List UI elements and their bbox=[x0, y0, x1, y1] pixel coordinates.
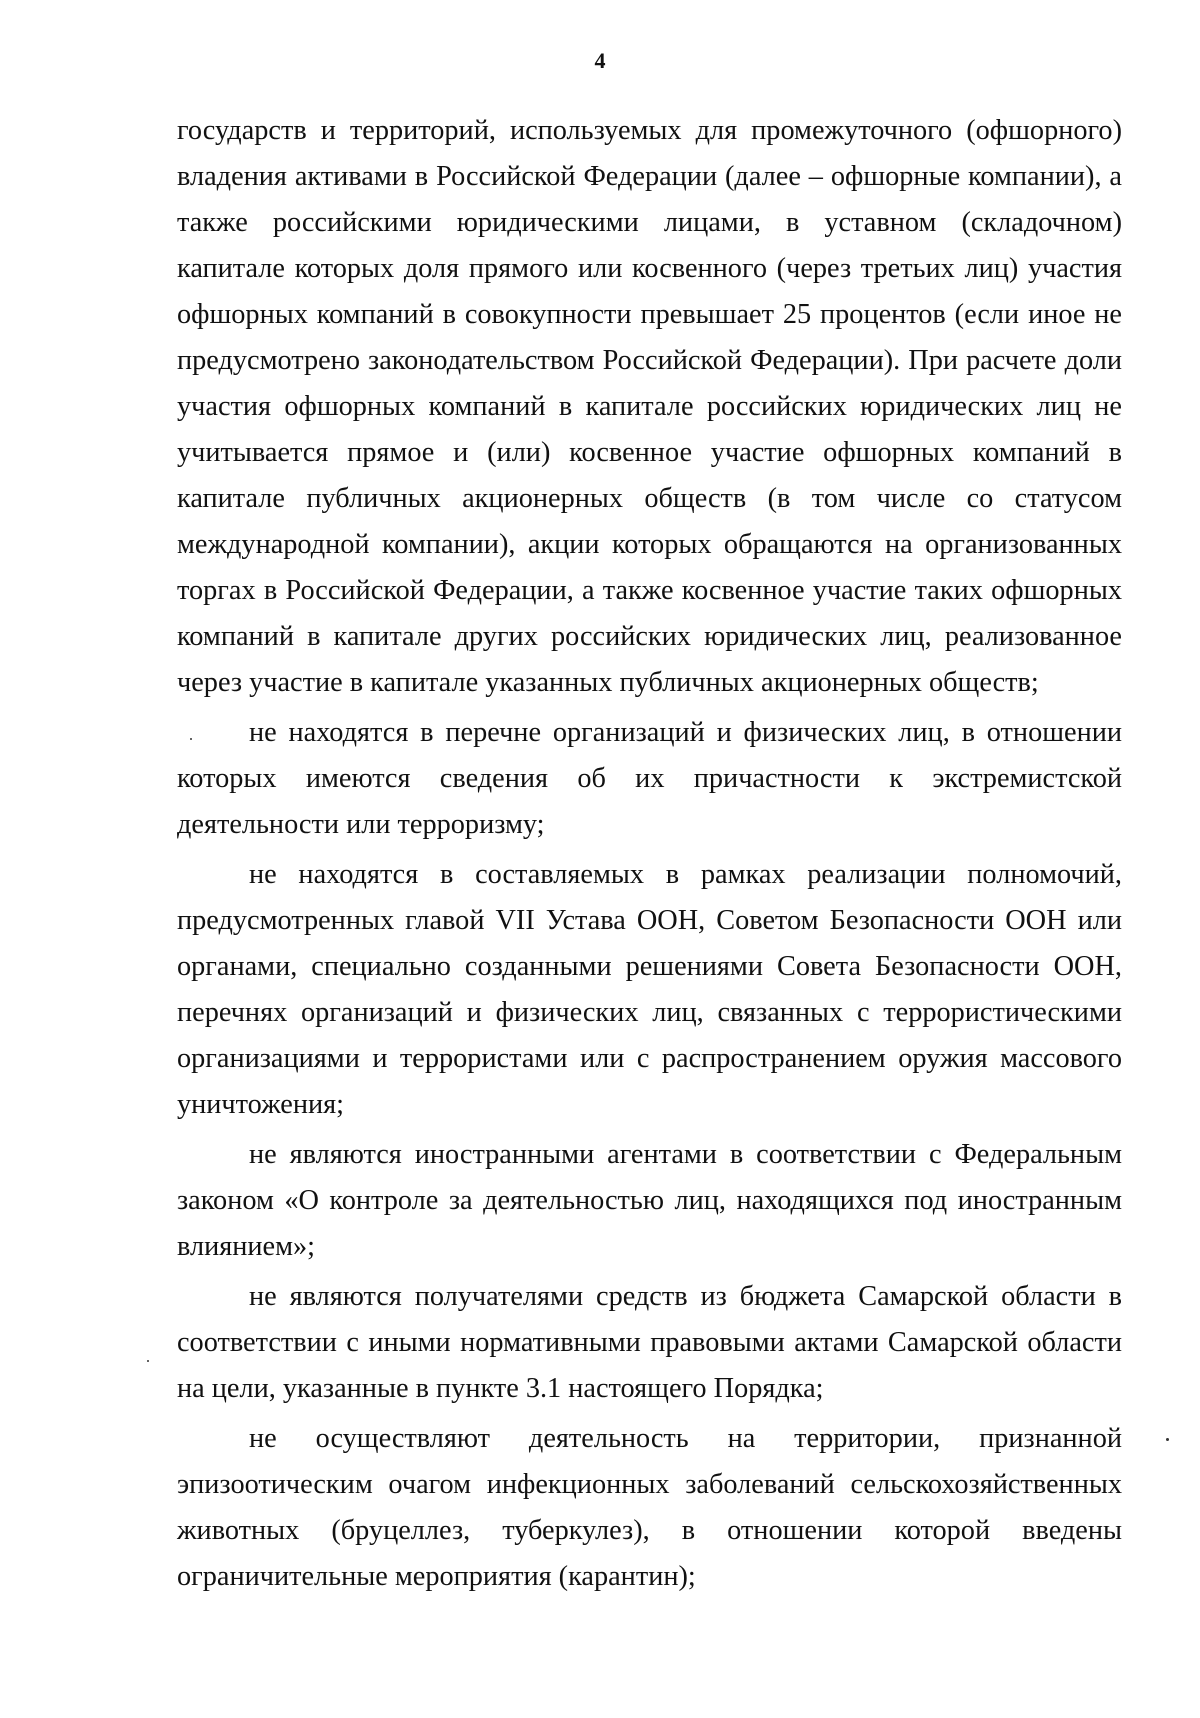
scan-speck bbox=[1166, 1438, 1169, 1441]
paragraph-un-sanctions-list: не находятся в составляемых в рамках реализации полномочий, предусмотренных главой VII Устава ООН, Советом Безопасности ООН или органами, специально созданными решениями Совета Безопасности ООН, перечнях организаций и физических лиц, связанных с террористическими организациями и террористами или с распространением оружия массового уничтожения; bbox=[177, 859, 1122, 1120]
paragraph-offshore-continuation: государств и территорий, используемых для промежуточного (офшорного) владения активами в Российской Федерации (далее – офшорные компании), а также российскими юридическими лицами, в уставном (складочном) капитале которых доля прямого или косвенного (через третьих лиц) участия офшорных компаний в совокупности превышает 25 процентов (если иное не предусмотрено законодательством Российской Федерации). При расчете доли участия офшорных компаний в капитале российских юридических лиц не учитывается прямое и (или) косвенное участие офшорных компаний в капитале публичных акционерных обществ (в том числе со статусом международной компании), акции которых обращаются на организованных торгах в Российской Федерации, а также косвенное участие таких офшорных компаний в капитале других российских юридических лиц, реализованное через участие в капитале указанных публичных акционерных обществ; bbox=[177, 115, 1122, 698]
page-number: 4 bbox=[594, 48, 606, 73]
paragraph-quarantine-territory: не осуществляют деятельность на территории, признанной эпизоотическим очагом инфекционных заболеваний сельскохозяйственных животных (бруцеллез, туберкулез), в отношении которой введены ограничительные мероприятия (карантин); bbox=[177, 1423, 1122, 1592]
scan-speck bbox=[190, 738, 192, 740]
paragraph-extremism-list: не находятся в перечне организаций и физических лиц, в отношении которых имеются сведения об их причастности к экстремистской деятельности или терроризму; bbox=[177, 717, 1122, 840]
scan-speck bbox=[147, 1360, 149, 1362]
document-body bbox=[177, 108, 1122, 1600]
paragraph-foreign-agents: не являются иностранными агентами в соответствии с Федеральным законом «О контроле за деятельностью лиц, находящихся под иностранным влиянием»; bbox=[177, 1139, 1122, 1262]
paragraph-budget-recipients: не являются получателями средств из бюджета Самарской области в соответствии с иными нормативными правовыми актами Самарской области на цели, указанные в пункте 3.1 настоящего Порядка; bbox=[177, 1281, 1122, 1404]
